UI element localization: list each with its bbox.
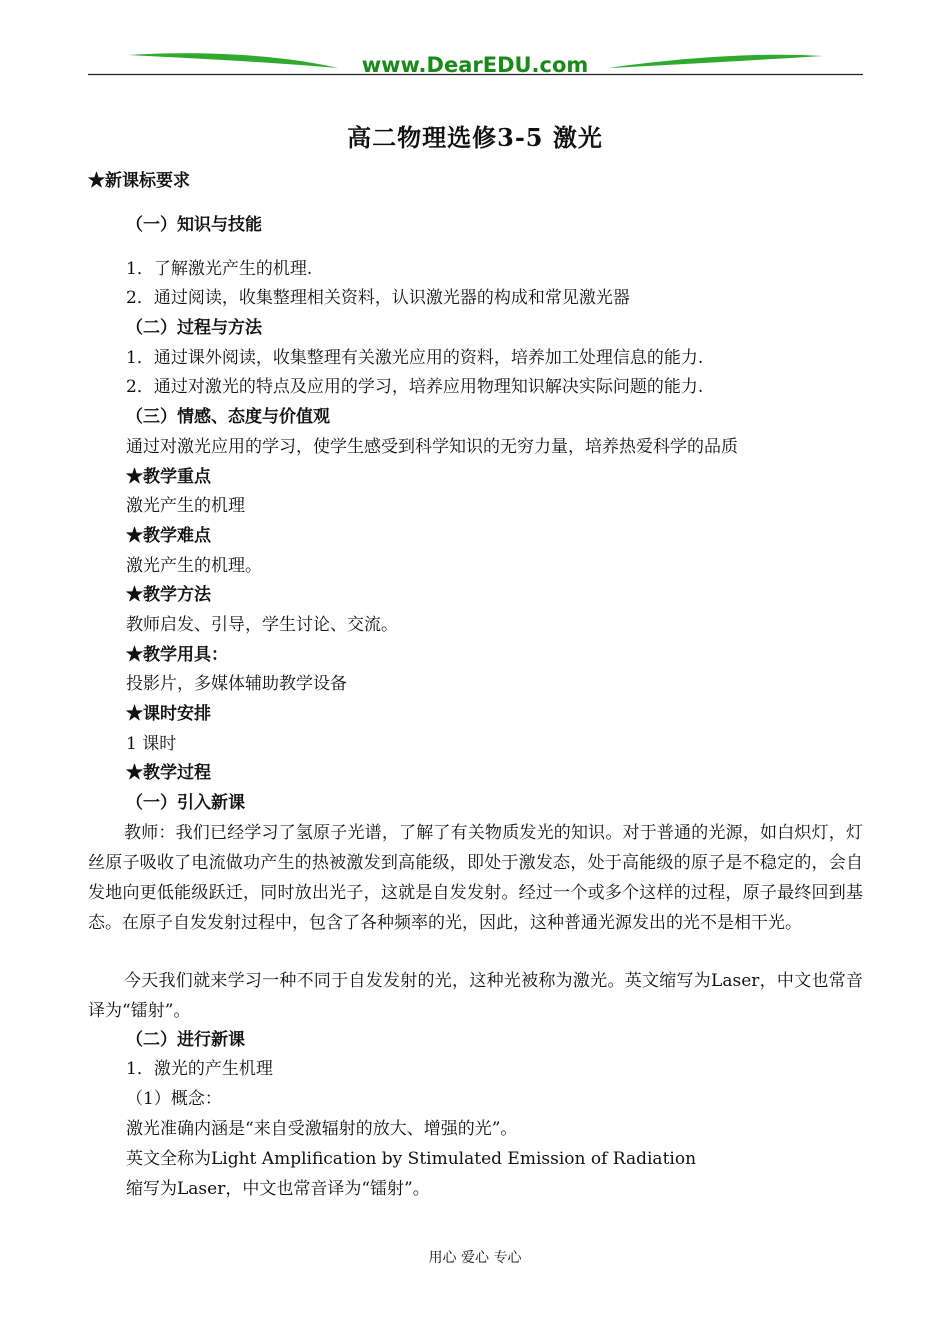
attitude-text: 通过对激光应用的学习，使学生感受到科学知识的无穷力量，培养热爱科学的品质 <box>126 437 738 457</box>
key-points-heading: ★教学重点 <box>126 467 211 487</box>
tools-text: 投影片，多媒体辅助教学设备 <box>126 674 347 694</box>
subheading-process: （二）过程与方法 <box>126 318 262 338</box>
concept-text-3: 缩写为Laser，中文也常音译为“镭射”。 <box>126 1179 430 1199</box>
new-lesson-heading: （二）进行新课 <box>126 1030 245 1050</box>
concept-text-2: 英文全称为Light Amplification by Stimulated Emission of Radiation <box>126 1149 697 1169</box>
section-standards-heading: ★新课标要求 <box>88 171 190 191</box>
process-item-1: 1．通过课外阅读，收集整理有关激光应用的资料，培养加工处理信息的能力. <box>126 348 704 368</box>
concept-text-1: 激光准确内涵是“来自受激辐射的放大、增强的光”。 <box>126 1119 518 1139</box>
subheading-attitude: （三）情感、态度与价值观 <box>126 407 330 427</box>
intro-paragraph-1: 教师：我们已经学习了氢原子光谱，了解了有关物质发光的知识。对于普通的光源，如白炽灯，灯丝原子吸收了电流做功产生的热被激发到高能级，即处于激发态，处于高能级的原子是不稳定的，会自发地向更低能级跃迁，同时放出光子，这就是自发发射。经过一个或多个这样的过程，原子最终回到基态。在原子自发发射过程中，包含了各种频率的光，因此，这种普通光源发出的光不是相干光。 <box>88 823 863 933</box>
header-swoosh-logo <box>88 46 863 78</box>
right-swoosh-icon <box>608 55 823 68</box>
knowledge-item-1: 1．了解激光产生的机理. <box>126 259 313 279</box>
concept-label: （1）概念： <box>126 1089 222 1109</box>
key-points-text: 激光产生的机理 <box>126 496 245 516</box>
process-main-heading: ★教学过程 <box>126 763 211 783</box>
tools-heading: ★教学用具： <box>126 645 228 665</box>
site-header-banner <box>88 46 863 78</box>
page-title: 高二物理选修3-5 激光 <box>347 123 603 152</box>
difficulty-text: 激光产生的机理。 <box>126 556 262 576</box>
intro-paragraph-2: 今天我们就来学习一种不同于自发发射的光，这种光被称为激光。英文缩写为Laser，中文也常音译为“镭射”。 <box>88 971 863 1021</box>
header-site-name: www.DearEDU.com <box>361 53 589 77</box>
page-footer: 用心 爱心 专心 <box>428 1250 522 1266</box>
process-item-2: 2．通过对激光的特点及应用的学习，培养应用物理知识解决实际问题的能力. <box>126 377 704 397</box>
new-lesson-item-1: 1．激光的产生机理 <box>126 1059 273 1079</box>
knowledge-item-2: 2．通过阅读，收集整理相关资料，认识激光器的构成和常见激光器 <box>126 288 630 308</box>
method-heading: ★教学方法 <box>126 585 211 605</box>
method-text: 教师启发、引导，学生讨论、交流。 <box>126 615 398 635</box>
difficulty-heading: ★教学难点 <box>126 526 211 546</box>
intro-heading: （一）引入新课 <box>126 793 245 813</box>
left-swoosh-icon <box>128 53 338 68</box>
subheading-knowledge: （一）知识与技能 <box>126 215 262 235</box>
schedule-text: 1 课时 <box>126 734 177 754</box>
schedule-heading: ★课时安排 <box>126 704 211 724</box>
